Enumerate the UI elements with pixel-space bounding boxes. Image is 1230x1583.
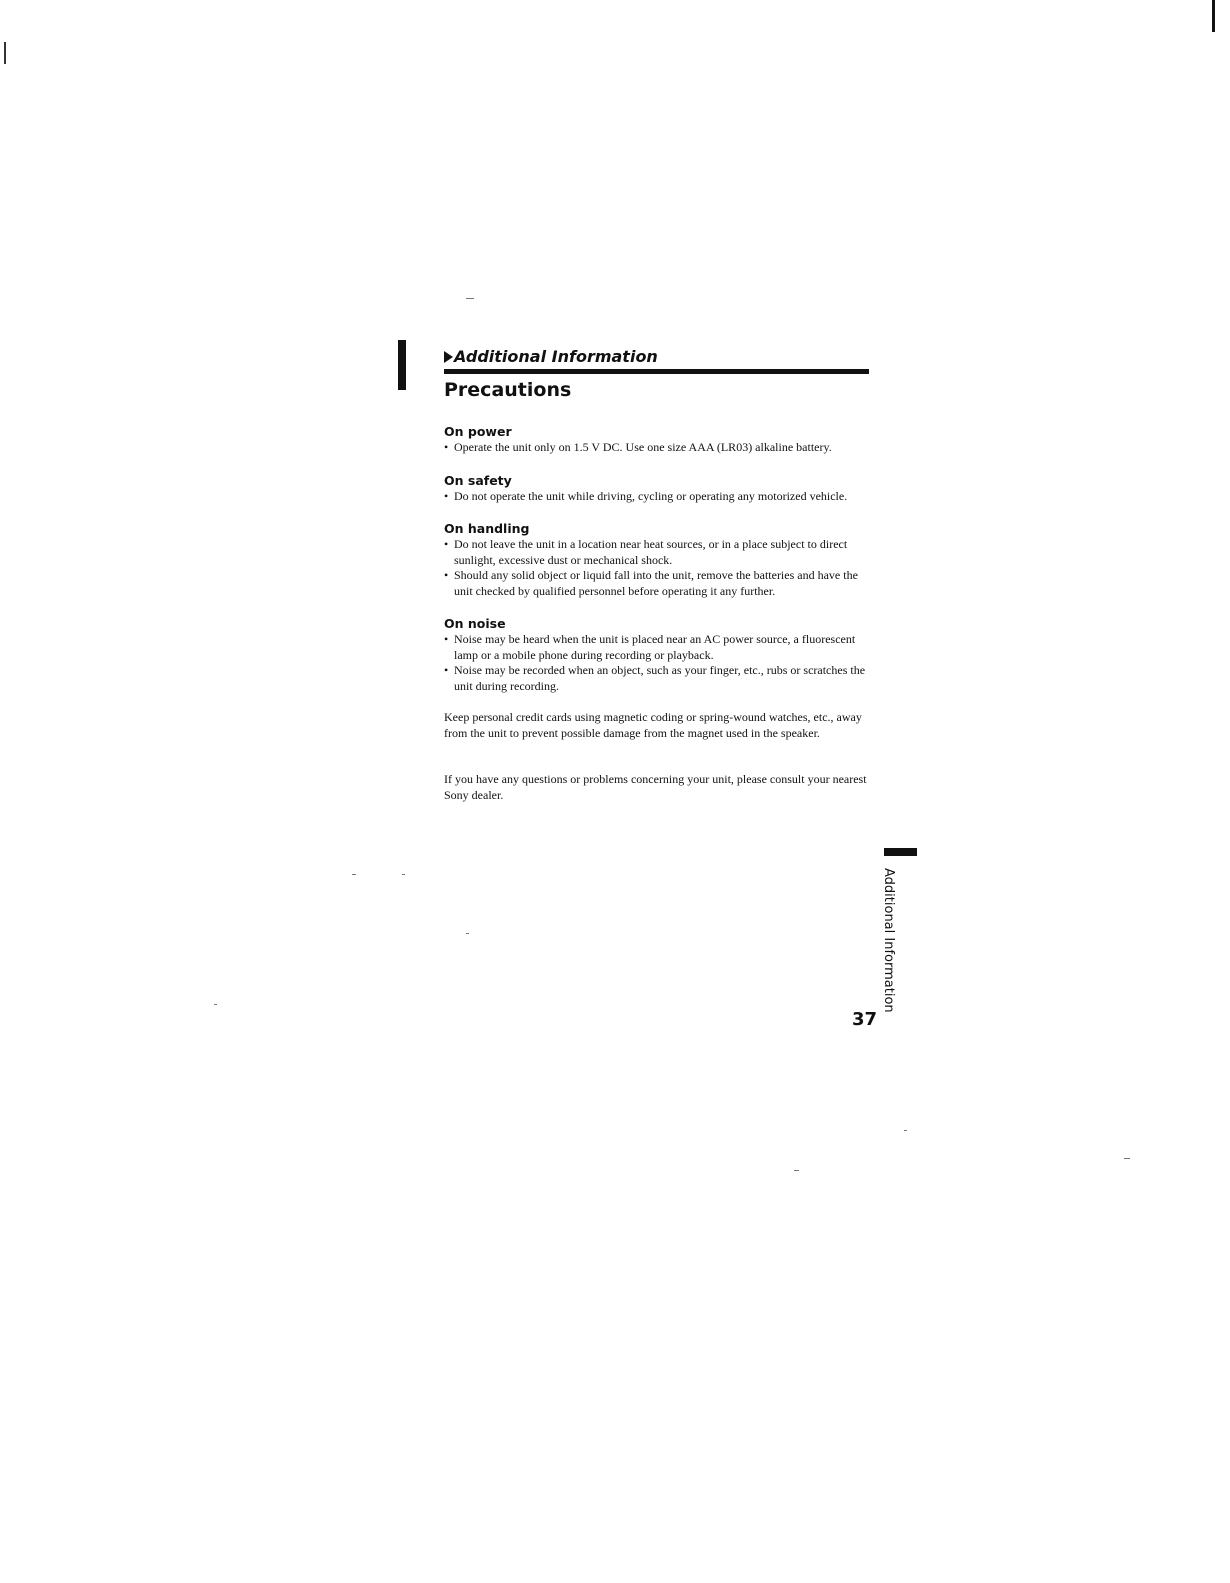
side-tab-marker [884, 848, 917, 856]
heading-on-power: On power [444, 424, 512, 439]
page-content [444, 346, 870, 803]
scan-speck [352, 874, 356, 875]
scan-mark-top-left [4, 42, 6, 64]
handling-list [444, 537, 870, 599]
scan-speck [214, 1004, 217, 1005]
list-item: • Operate the unit only on 1.5 V DC. Use one size AAA (LR03) alkaline battery. [444, 440, 870, 456]
scan-speck [1124, 1158, 1130, 1159]
scan-speck [402, 874, 405, 875]
dealer-paragraph: If you have any questions or problems concerning your unit, please consult your nearest Sony dealer. [444, 772, 867, 802]
list-item: • Should any solid object or liquid fall into the unit, remove the batteries and have the unit checked by qualified personnel before operating it any further. [444, 568, 870, 599]
heading-on-handling: On handling [444, 521, 530, 536]
scan-mark-top-right [1212, 0, 1215, 32]
list-item: • Noise may be heard when the unit is placed near an AC power source, a fluorescent lamp or a mobile phone during recording or playback. [444, 632, 870, 663]
safety-list [444, 489, 870, 505]
header-rule [444, 369, 869, 374]
section-label [444, 346, 870, 368]
magnetic-paragraph: Keep personal credit cards using magnetic coding or spring-wound watches, etc., away from the unit to prevent possible damage from the magnet used in the speaker. [444, 710, 862, 740]
list-item: • Noise may be recorded when an object, such as your finger, etc., rubs or scratches the unit during recording. [444, 663, 870, 694]
noise-list [444, 632, 870, 694]
triangle-arrow-icon [444, 351, 453, 363]
margin-bar [398, 340, 406, 390]
scan-speck [466, 933, 469, 934]
list-item: • Do not leave the unit in a location near heat sources, or in a place subject to direct sunlight, excessive dust or mechanical shock. [444, 537, 870, 568]
side-tab-label: Additional Information [881, 868, 896, 1013]
section-label-text: Additional Information [454, 347, 658, 366]
heading-on-noise: On noise [444, 616, 506, 631]
power-list [444, 440, 870, 456]
heading-on-safety: On safety [444, 472, 512, 488]
page-title: Precautions [444, 379, 572, 401]
page-number: 37 [852, 1009, 878, 1030]
scan-speck [794, 1170, 799, 1171]
scan-speck [904, 1130, 907, 1131]
list-item: • Do not operate the unit while driving, cycling or operating any motorized vehicle. [444, 489, 870, 505]
scan-speck [466, 298, 474, 299]
